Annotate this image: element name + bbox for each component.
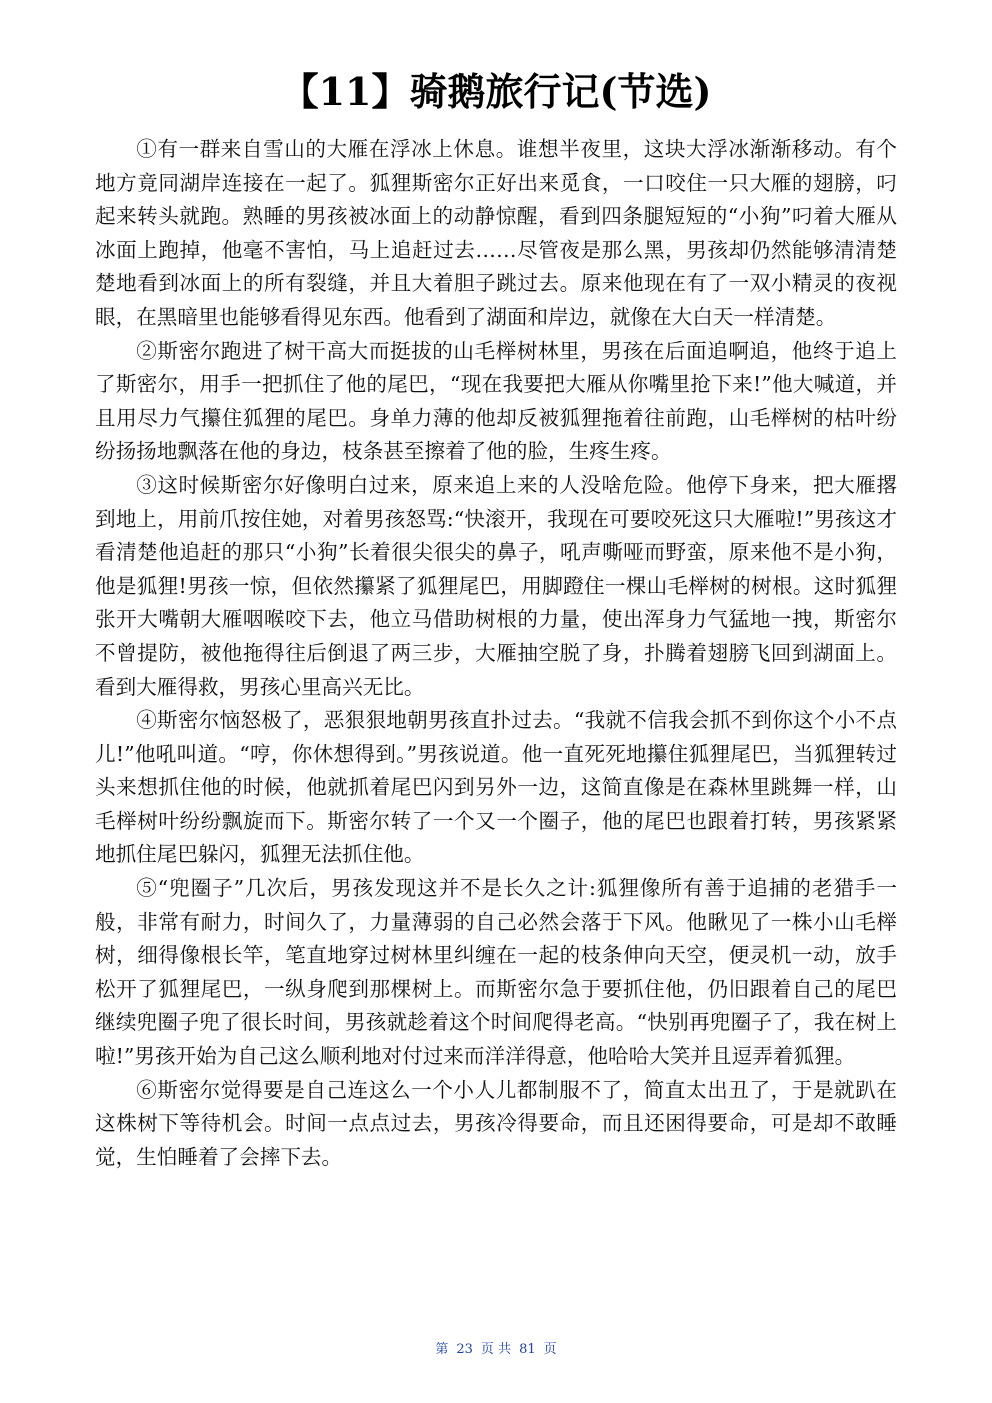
article-body bbox=[95, 133, 897, 1174]
paragraph-2: ②斯密尔跑进了树干高大而挺拔的山毛榉树林里，男孩在后面追啊追，他终于追上了斯密尔，用手一把抓住了他的尾巴，“现在我要把大雁从你嘴里抢下来!”他大喊道，并且用尽力气攥住狐狸的尾巴。身单力薄的他却反被狐狸拖着往前跑，山毛榉树的枯叶纷纷扬扬地飘落在他的身边，枝条甚至擦着了他的脸，生疼生疼。 bbox=[95, 338, 897, 464]
paragraph-1: ①有一群来自雪山的大雁在浮冰上休息。谁想半夜里，这块大浮冰渐渐移动。有个地方竟同湖岸连接在一起了。狐狸斯密尔正好出来觅食，一口咬住一只大雁的翅膀，叼起来转头就跑。熟睡的男孩被冰面上的动静惊醒，看到四条腿短短的“小狗”叼着大雁从冰面上跑掉，他毫不害怕，马上追赶过去……尽管夜是那么黑，男孩却仍然能够清清楚楚地看到冰面上的所有裂缝，并且大着胆子跳过去。原来他现在有了一双小精灵的夜视眼，在黑暗里也能够看得见东西。他看到了湖面和岸边，就像在大白天一样清楚。 bbox=[95, 137, 897, 329]
footer-middle: 页 共 bbox=[480, 1342, 512, 1357]
page-title: 【11】骑鹅旅行记(节选) bbox=[280, 69, 712, 114]
paragraph-3: ③这时候斯密尔好像明白过来，原来追上来的人没啥危险。他停下身来，把大雁撂到地上，用前爪按住她，对着男孩怒骂:“快滚开，我现在可要咬死这只大雁啦!”男孩这才看清楚他追赶的那只“小狗”长着很尖很尖的鼻子，吼声嘶哑而野蛮，原来他不是小狗，他是狐狸!男孩一惊，但依然攥紧了狐狸尾巴，用脚蹬住一棵山毛榉树的树根。这时狐狸张开大嘴朝大雁咽喉咬下去，他立马借助树根的力量，使出浑身力气猛地一拽，斯密尔不曾提防，被他拖得往后倒退了两三步，大雁抽空脱了身，扑腾着翅膀飞回到湖面上。看到大雁得救，男孩心里高兴无比。 bbox=[95, 472, 897, 699]
page-footer bbox=[0, 1340, 992, 1360]
footer-suffix: 页 bbox=[543, 1342, 557, 1357]
current-page-number: 23 bbox=[456, 1342, 473, 1357]
total-pages-number: 81 bbox=[519, 1342, 536, 1357]
paragraph-4: ④斯密尔恼怒极了，恶狠狠地朝男孩直扑过去。“我就不信我会抓不到你这个小不点儿!”他吼叫道。“哼，你休想得到。”男孩说道。他一直死死地攥住狐狸尾巴，当狐狸转过头来想抓住他的时候，他就抓着尾巴闪到另外一边，这简直像是在森林里跳舞一样，山毛榉树叶纷纷飘旋而下。斯密尔转了一个又一个圈子，他的尾巴也跟着打转，男孩紧紧地抓住尾巴躲闪，狐狸无法抓住他。 bbox=[95, 708, 897, 867]
paragraph-6: ⑥斯密尔觉得要是自己连这么一个小人儿都制服不了，简直太出丑了，于是就趴在这株树下等待机会。时间一点点过去，男孩冷得要命，而且还困得要命，可是却不敢睡觉，生怕睡着了会摔下去。 bbox=[95, 1077, 897, 1169]
paragraph-5: ⑤“兜圈子”几次后，男孩发现这并不是长久之计:狐狸像所有善于追捕的老猎手一般，非常有耐力，时间久了，力量薄弱的自己必然会落于下风。他瞅见了一株小山毛榉树，细得像根长竿，笔直地穿过树林里纠缠在一起的枝条伸向天空，便灵机一动，放手松开了狐狸尾巴，一纵身爬到那棵树上。而斯密尔急于要抓住他，仍旧跟着自己的尾巴继续兜圈子兜了很长时间，男孩就趁着这个时间爬得老高。“快别再兜圈子了，我在树上啦!”男孩开始为自己这么顺利地对付过来而洋洋得意，他哈哈大笑并且逗弄着狐狸。 bbox=[95, 876, 897, 1069]
footer-prefix: 第 bbox=[435, 1342, 449, 1357]
